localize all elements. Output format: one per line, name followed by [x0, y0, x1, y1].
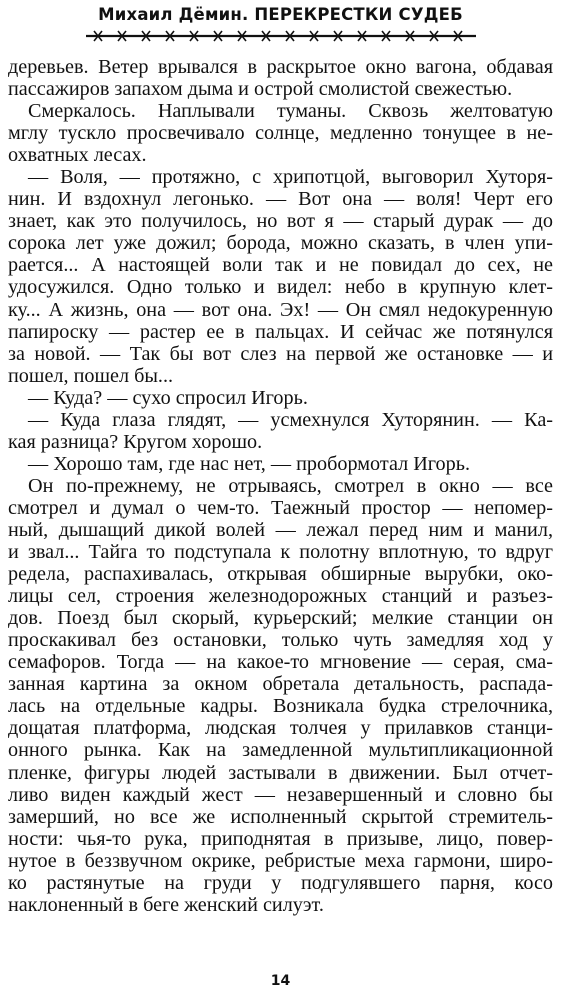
page-number: 14 — [270, 973, 291, 989]
text-line: — Куда? — сухо спросил Игорь. — [28, 386, 308, 409]
text-line: ку... А жизнь, она — вот она. Эх! — Он смял недокуренную — [8, 298, 553, 321]
text-line: — Куда глаза глядят, — усмехнулся Хуторянин. — Ка- — [28, 408, 553, 431]
text-line: кая разница? Кругом хорошо. — [8, 430, 263, 453]
text-line: и звал... Тайга то подступала к полотну вплотную, то вдруг — [8, 541, 553, 564]
text-line: ко растянутые на груди у подгулявшего парня, косо — [8, 871, 553, 894]
text-line: дов. Поезд был скорый, курьерский; мелкие станции он — [8, 607, 553, 630]
text-line: наклоненный в беге женский силуэт. — [8, 893, 324, 916]
text-line: нин. И вздохнул легонько. — Вот она — воля! Черт его — [8, 188, 553, 211]
text-line: папироску — растер ее в пальцах. И сейчас же потянулся — [8, 320, 553, 343]
text-line: деревьев. Ветер врывался в раскрытое окно вагона, обдавая — [8, 56, 553, 78]
text-line: пленке, фигуры людей застывали в движении. Был отчет- — [8, 761, 553, 784]
text-line: пошел, пошел бы... — [8, 364, 174, 387]
text-line: ности: чья-то рука, приподнятая в призыве, лицо, повер- — [8, 827, 553, 850]
barbed-wire-divider-icon — [86, 29, 476, 43]
page-body-text — [8, 56, 553, 916]
text-line: семафоров. Тогда — на какое-то мгновение — серая, сма- — [8, 651, 553, 674]
text-line: охватных лесах. — [8, 144, 147, 167]
text-line: Смеркалось. Наплывали туманы. Сквозь желтоватую — [28, 100, 553, 123]
text-line: пассажиров запахом дыма и острой смолистой свежестью. — [8, 78, 513, 101]
running-header: Михаил Дёмин. ПЕРЕКРЕСТКИ СУДЕБ — [98, 5, 463, 24]
text-line: за новой. — Так бы вот слез на первой же остановке — и — [8, 342, 553, 365]
text-line: — Воля, — протяжно, с хрипотцой, выговорил Хуторя- — [28, 166, 553, 189]
text-line: редела, распахивалась, открывая обширные вырубки, око- — [8, 563, 553, 586]
text-line: знает, как это получилось, но вот я — старый дурак — до — [8, 210, 553, 233]
text-line: — Хорошо там, где нас нет, — пробормотал Игорь. — [28, 452, 470, 475]
text-line: смотрел и думал о чем-то. Таежный простор — непомер- — [8, 496, 553, 519]
text-line: онного рынка. Как на замедленной мультипликационной — [8, 739, 553, 762]
text-line: сорока лет уже дожил; борода, можно сказать, в член упи- — [8, 232, 553, 255]
text-line: Он по-прежнему, не отрываясь, смотрел в окно — все — [28, 474, 553, 497]
text-line: ный, дышащий дикой волей — лежал перед ним и манил, — [8, 518, 553, 541]
text-line: рается... А настоящей воли так и не повидал до сех, не — [8, 254, 553, 277]
text-line: занная картина за окном обретала детальность, распада- — [8, 673, 553, 696]
text-line: дощатая платформа, людская толчея у прилавков станци- — [8, 717, 553, 740]
text-line: нутое в беззвучном окрике, ребристые меха гармони, широ- — [8, 849, 553, 872]
text-line: удосужился. Одно только и видел: небо в крупную клет- — [8, 276, 553, 299]
text-line: замерший, но все же исполненный скрытой стремитель- — [8, 805, 553, 828]
text-line: проскакивал без остановки, только чуть замедляя ход у — [8, 629, 553, 652]
text-line: лицы сел, строения железнодорожных станций и разъез- — [8, 585, 553, 608]
text-line: мглу тускло просвечивало солнце, медленно тонущее в не- — [8, 122, 553, 145]
text-line: лась на отдельные кадры. Возникала будка стрелочника, — [8, 695, 553, 718]
text-line: ливо виден каждый жест — незавершенный и словно бы — [8, 783, 553, 806]
